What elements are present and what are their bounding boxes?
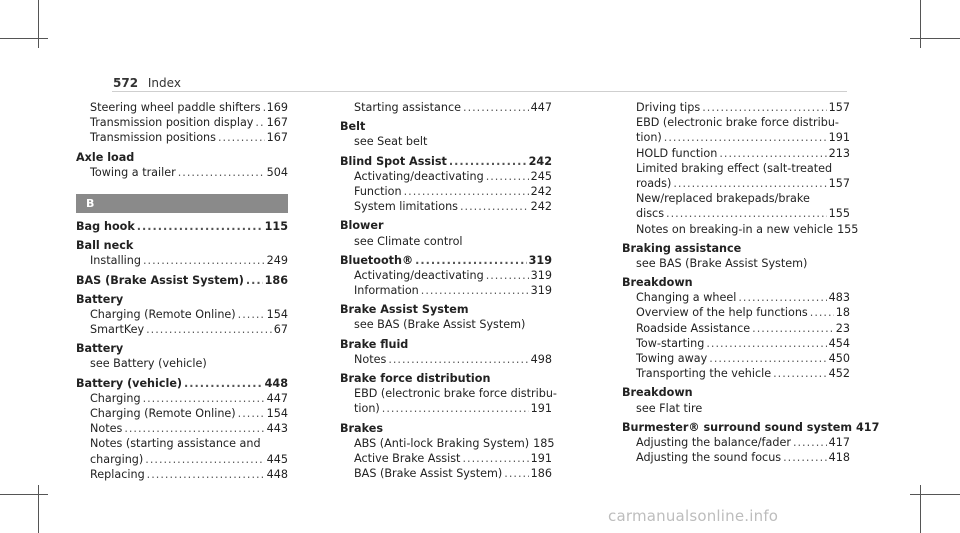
dot-leader: [124, 421, 264, 436]
entry-text: Towing a trailer: [90, 165, 176, 179]
entry-text: Blind Spot Assist: [340, 154, 447, 168]
entry-text: Transmission positions: [90, 131, 216, 145]
index-subentry[interactable]: [340, 466, 552, 481]
page-header: [113, 76, 181, 90]
page-ref[interactable]: 155: [828, 207, 850, 221]
index-subentry[interactable]: [76, 406, 288, 421]
index-heading: Ball neck: [76, 239, 134, 253]
page-ref[interactable]: 213: [828, 146, 850, 160]
index-subentry[interactable]: [76, 391, 288, 406]
index-subentry[interactable]: [76, 130, 288, 145]
index-subentry[interactable]: [622, 305, 850, 320]
entry-text: Driving tips: [636, 101, 701, 114]
index-heading[interactable]: [622, 420, 880, 435]
index-heading: Belt: [340, 120, 366, 134]
dot-leader: [218, 130, 265, 145]
index-heading: Battery: [76, 342, 124, 356]
entry-text: Charging (Remote Online): [90, 407, 236, 420]
index-subentry[interactable]: [76, 421, 288, 436]
page-number: 572: [113, 76, 139, 90]
index-subentry[interactable]: [340, 451, 552, 466]
dot-leader: [810, 305, 834, 320]
index-subentry[interactable]: [76, 452, 288, 467]
dot-leader: [238, 406, 265, 421]
entry-text: Information: [354, 284, 419, 298]
crop-mark: [38, 0, 39, 48]
index-heading[interactable]: [76, 376, 288, 391]
index-subentry[interactable]: [76, 307, 288, 322]
index-heading: Breakdown: [622, 276, 693, 290]
index-subentry: see BAS (Brake Assist System): [354, 318, 526, 332]
page-ref[interactable]: 319: [530, 268, 552, 282]
index-subentry[interactable]: [622, 336, 850, 351]
dot-leader: [702, 100, 826, 115]
page-ref[interactable]: 155: [837, 222, 859, 236]
index-subentry[interactable]: [340, 184, 552, 199]
index-heading[interactable]: [340, 253, 552, 268]
entry-text: Charging (Remote Online): [90, 307, 236, 321]
entry-text: BAS (Brake Assist System): [354, 467, 503, 481]
entry-text: Roadside Assistance: [636, 321, 751, 335]
page-ref[interactable]: 169: [266, 101, 288, 114]
index-subentry: Notes (starting assistance and: [90, 437, 261, 451]
watermark: carmanualsonline.info: [608, 507, 779, 525]
dot-leader: [738, 290, 826, 305]
index-subentry[interactable]: [622, 100, 850, 115]
dot-leader: [783, 450, 827, 465]
page-ref[interactable]: 245: [530, 169, 552, 183]
dot-leader: [178, 165, 265, 180]
dot-leader: [773, 366, 827, 381]
dot-leader: [709, 351, 826, 366]
crop-mark: [920, 485, 921, 533]
page-ref[interactable]: 417: [828, 435, 850, 449]
index-column-1: [76, 100, 288, 482]
entry-text: Notes: [90, 422, 123, 436]
dot-leader: [793, 435, 827, 450]
dot-leader: [143, 253, 265, 268]
page-ref[interactable]: 242: [530, 200, 552, 214]
index-subentry[interactable]: [622, 206, 850, 221]
page-ref[interactable]: 115: [264, 219, 288, 233]
page-ref[interactable]: 443: [266, 422, 288, 436]
page-ref[interactable]: 249: [266, 254, 288, 268]
page-ref[interactable]: 186: [264, 273, 288, 287]
index-heading: Brake Assist System: [340, 303, 469, 317]
page-ref[interactable]: 23: [835, 321, 850, 335]
page-ref[interactable]: 167: [266, 116, 288, 130]
dot-leader: [137, 219, 263, 234]
entry-text: Changing a wheel: [636, 291, 737, 305]
index-subentry: see Flat tire: [636, 401, 703, 415]
section-header: B: [76, 194, 288, 213]
entry-text: tion): [354, 402, 380, 416]
index-subentry[interactable]: [340, 283, 552, 298]
dot-leader: [388, 352, 528, 367]
index-heading: Breakdown: [622, 386, 693, 400]
entry-text: charging): [90, 452, 144, 466]
index-subentry[interactable]: [340, 401, 552, 416]
entry-text: Notes: [354, 352, 387, 366]
entry-text: ABS (Anti-lock Braking System): [354, 436, 530, 450]
entry-text: Adjusting the balance/fader: [636, 435, 791, 449]
page-ref[interactable]: 454: [828, 336, 850, 350]
page-ref[interactable]: 447: [266, 391, 288, 405]
page-title: Index: [147, 76, 181, 90]
index-heading: Axle load: [76, 150, 135, 164]
page-ref[interactable]: 186: [530, 467, 552, 481]
crop-mark: [0, 38, 48, 39]
dot-leader: [143, 391, 265, 406]
index-heading: Braking assistance: [622, 241, 742, 255]
crop-mark: [0, 494, 48, 495]
index-heading: Brake force distribution: [340, 372, 491, 385]
entry-text: BAS (Brake Assist System): [76, 273, 244, 287]
page-ref[interactable]: 445: [266, 452, 288, 466]
entry-text: roads): [636, 176, 672, 190]
entry-text: Installing: [90, 254, 141, 268]
index-subentry[interactable]: [76, 322, 288, 337]
dot-leader: [673, 176, 826, 191]
index-subentry[interactable]: [622, 290, 850, 305]
dot-leader: [238, 307, 265, 322]
page-ref[interactable]: 67: [273, 323, 288, 337]
dot-leader: [752, 321, 834, 336]
entry-text: Tow-starting: [636, 336, 705, 350]
entry-text: Charging: [90, 391, 141, 405]
index-subentry[interactable]: [76, 467, 288, 482]
index-subentry[interactable]: [622, 146, 850, 161]
dot-leader: [462, 451, 528, 466]
dot-leader: [460, 199, 529, 214]
page-ref[interactable]: 157: [828, 101, 850, 114]
page-ref[interactable]: 18: [835, 306, 850, 320]
dot-leader: [147, 467, 265, 482]
dot-leader: [449, 154, 527, 169]
dot-leader: [504, 466, 528, 481]
page-ref[interactable]: 448: [264, 376, 288, 390]
page-ref[interactable]: 185: [533, 436, 555, 450]
dot-leader: [666, 206, 827, 221]
page-ref[interactable]: 483: [828, 291, 850, 305]
dot-leader: [145, 452, 264, 467]
index-subentry[interactable]: [622, 222, 859, 237]
dot-leader: [255, 115, 264, 130]
crop-mark: [920, 0, 921, 48]
dot-leader: [486, 169, 529, 184]
entry-text: Overview of the help functions: [636, 306, 808, 320]
index-subentry[interactable]: [622, 450, 850, 465]
dot-leader: [184, 376, 263, 391]
index-heading[interactable]: [76, 219, 288, 234]
dot-leader: [246, 273, 263, 288]
index-subentry[interactable]: [340, 268, 552, 283]
index-subentry: Limited braking effect (salt-treated: [636, 161, 833, 175]
index-heading: Blower: [340, 219, 384, 233]
index-subentry: see Seat belt: [354, 135, 428, 149]
index-subentry: EBD (electronic brake force distribu-: [636, 116, 839, 130]
entry-text: Activating/deactivating: [354, 169, 484, 183]
entry-text: HOLD function: [636, 146, 718, 160]
entry-text: tion): [636, 131, 662, 145]
index-subentry[interactable]: [340, 169, 552, 184]
entry-text: SmartKey: [90, 323, 145, 337]
dot-leader: [463, 100, 529, 115]
entry-text: Bluetooth®: [340, 253, 414, 267]
entry-text: Activating/deactivating: [354, 268, 484, 282]
index-subentry[interactable]: [76, 253, 288, 268]
page-ref[interactable]: 450: [828, 352, 850, 365]
index-heading[interactable]: [76, 273, 288, 288]
entry-text: Burmester® surround sound system: [622, 420, 853, 434]
crop-mark: [910, 494, 960, 495]
page-ref[interactable]: 242: [530, 184, 552, 198]
page-ref[interactable]: 191: [530, 451, 552, 465]
index-heading: Brakes: [340, 421, 383, 435]
page-ref[interactable]: 448: [266, 467, 288, 481]
entry-text: discs: [636, 207, 665, 221]
entry-text: Active Brake Assist: [354, 451, 461, 465]
dot-leader: [719, 146, 826, 161]
index-subentry: New/replaced brakepads/brake: [636, 192, 810, 206]
index-subentry[interactable]: [340, 436, 555, 451]
index-subentry[interactable]: [622, 321, 850, 336]
index-subentry[interactable]: [340, 199, 552, 214]
index-subentry[interactable]: [340, 100, 552, 115]
index-subentry[interactable]: [340, 352, 552, 367]
dot-leader: [382, 401, 529, 416]
page-ref[interactable]: 157: [828, 176, 850, 190]
index-column-3: [622, 100, 880, 465]
index-subentry[interactable]: [622, 435, 850, 450]
entry-text: Notes on breaking-in a new vehicle: [636, 222, 834, 236]
index-subentry: see BAS (Brake Assist System): [636, 256, 808, 270]
entry-text: Transmission position display: [90, 116, 254, 130]
index-subentry[interactable]: [622, 351, 850, 366]
index-subentry[interactable]: [76, 115, 288, 130]
index-heading[interactable]: [340, 154, 552, 169]
page-ref[interactable]: 191: [828, 131, 850, 145]
entry-text: Replacing: [90, 467, 145, 481]
index-subentry: see Battery (vehicle): [90, 357, 207, 371]
index-subentry[interactable]: [622, 366, 850, 381]
dot-leader: [706, 336, 826, 351]
index-heading: Battery: [76, 292, 124, 306]
dot-leader: [263, 100, 265, 115]
index-subentry[interactable]: [622, 176, 850, 191]
index-column-2: [340, 100, 557, 481]
entry-text: Transporting the vehicle: [636, 367, 772, 381]
index-subentry[interactable]: [622, 130, 850, 145]
page-ref[interactable]: 242: [528, 154, 552, 168]
index-subentry: see Climate control: [354, 234, 463, 248]
entry-text: Steering wheel paddle shifters: [90, 101, 261, 114]
index-subentry: EBD (electronic brake force distribu-: [354, 387, 557, 401]
dot-leader: [664, 130, 827, 145]
entry-text: Bag hook: [76, 219, 135, 233]
page-ref[interactable]: 447: [530, 101, 552, 114]
page-ref[interactable]: 452: [828, 367, 850, 381]
page-ref[interactable]: 319: [530, 284, 552, 298]
page-ref[interactable]: 154: [266, 307, 288, 321]
dot-leader: [146, 322, 272, 337]
entry-text: Adjusting the sound focus: [636, 451, 782, 465]
entry-text: System limitations: [354, 200, 458, 214]
index-subentry[interactable]: [76, 165, 288, 180]
entry-text: Function: [354, 184, 402, 198]
page-ref[interactable]: 191: [530, 402, 552, 416]
page-ref[interactable]: 167: [266, 131, 288, 145]
header-rule: [112, 91, 847, 92]
entry-text: Battery (vehicle): [76, 376, 183, 390]
dot-leader: [404, 184, 529, 199]
dot-leader: [421, 283, 529, 298]
page-ref[interactable]: 417: [856, 420, 880, 434]
page-ref[interactable]: 154: [266, 407, 288, 420]
index-subentry[interactable]: [76, 100, 288, 115]
entry-text: Towing away: [636, 352, 708, 365]
entry-text: Starting assistance: [354, 101, 462, 114]
dot-leader: [486, 268, 529, 283]
crop-mark: [910, 38, 960, 39]
index-heading: Brake fluid: [340, 337, 409, 351]
page-ref[interactable]: 498: [530, 352, 552, 366]
crop-mark: [38, 485, 39, 533]
page-ref[interactable]: 504: [266, 165, 288, 179]
page-ref[interactable]: 418: [828, 451, 850, 465]
page-ref[interactable]: 319: [528, 253, 552, 267]
dot-leader: [415, 253, 527, 268]
